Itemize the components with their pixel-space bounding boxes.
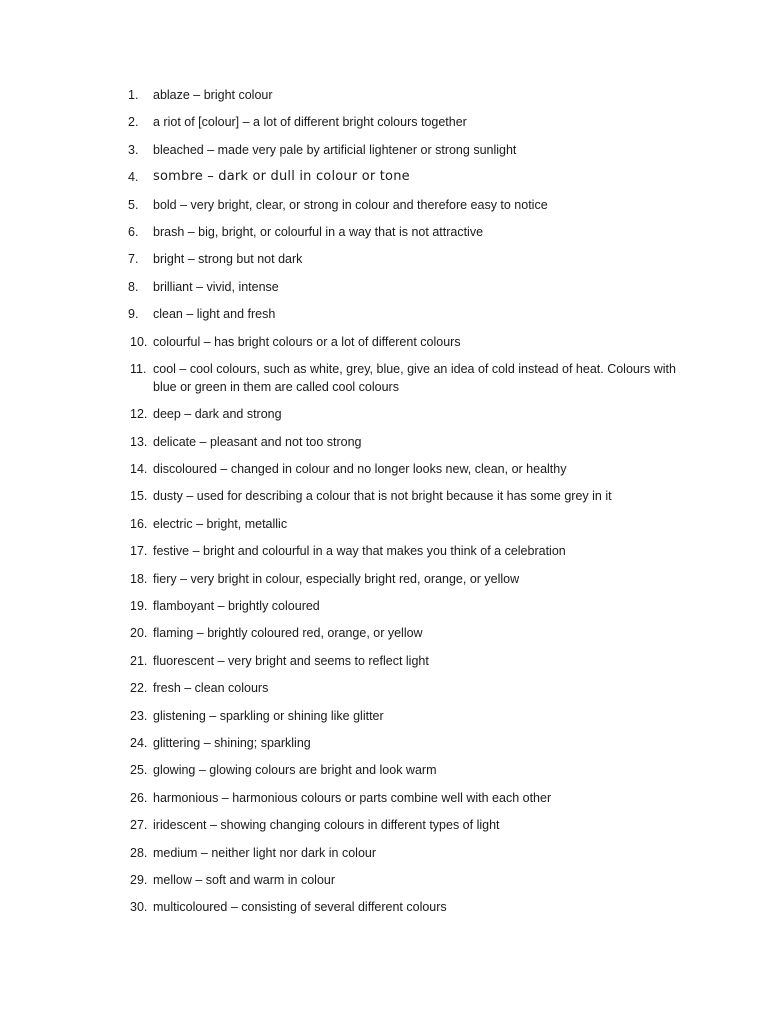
item-number: 21.	[130, 653, 148, 668]
list-item	[120, 734, 680, 752]
item-text: electric – bright, metallic	[153, 516, 288, 531]
item-number: 25.	[130, 763, 148, 778]
item-text: medium – neither light nor dark in colour	[153, 845, 377, 860]
list-item	[120, 542, 680, 560]
item-text: deep – dark and strong	[153, 407, 282, 422]
item-text: glowing – glowing colours are bright and look warm	[153, 763, 437, 778]
item-text: flamboyant – brightly coloured	[153, 599, 320, 614]
item-number: 29.	[130, 872, 148, 887]
item-number: 1.	[128, 88, 139, 102]
item-number: 6.	[128, 224, 139, 239]
item-text: clean – light and fresh	[153, 307, 276, 322]
list-item	[120, 86, 680, 104]
item-number: 10.	[130, 334, 148, 349]
list-item	[120, 871, 680, 889]
item-text: bold – very bright, clear, or strong in colour and therefore easy to notice	[153, 197, 548, 212]
list-item	[120, 113, 680, 131]
item-text: glistening – sparkling or shining like glitter	[153, 708, 384, 723]
list-item	[120, 515, 680, 533]
item-text: cool – cool colours, such as white, grey, blue, give an idea of cold instead of heat. Colours with blue or green in them are called cool colours	[153, 361, 676, 394]
item-number: 9.	[128, 307, 139, 322]
item-text: fresh – clean colours	[153, 681, 269, 696]
colour-vocabulary-list	[120, 86, 680, 926]
list-item	[120, 597, 680, 615]
list-item	[120, 816, 680, 834]
list-item	[120, 405, 680, 423]
item-text: delicate – pleasant and not too strong	[153, 434, 362, 449]
list-item	[120, 487, 680, 505]
item-number: 7.	[128, 252, 139, 267]
item-text: festive – bright and colourful in a way that makes you think of a celebration	[153, 544, 566, 559]
item-number: 2.	[128, 115, 139, 130]
item-number: 26.	[130, 790, 148, 805]
item-text: fluorescent – very bright and seems to reflect light	[153, 653, 429, 668]
list-item	[120, 679, 680, 697]
item-number: 16.	[130, 516, 148, 531]
item-text: iridescent – showing changing colours in different types of light	[153, 818, 500, 833]
list-item	[120, 761, 680, 779]
list-item	[120, 223, 680, 241]
list-item	[120, 433, 680, 451]
list-item	[120, 624, 680, 642]
item-number: 5.	[128, 197, 139, 212]
item-number: 28.	[130, 845, 148, 860]
item-number: 8.	[128, 279, 139, 294]
item-text: glittering – shining; sparkling	[153, 735, 311, 750]
item-number: 19.	[130, 599, 148, 614]
list-item	[120, 168, 680, 186]
list-item	[120, 141, 680, 159]
item-number: 4.	[128, 170, 139, 185]
item-number: 22.	[130, 681, 148, 696]
item-text: discoloured – changed in colour and no longer looks new, clean, or healthy	[153, 462, 567, 477]
item-number: 13.	[130, 434, 148, 449]
item-text: sombre – dark or dull in colour or tone	[153, 169, 410, 185]
item-number: 12.	[130, 407, 148, 422]
item-text: fiery – very bright in colour, especially bright red, orange, or yellow	[153, 571, 520, 586]
item-number: 17.	[130, 544, 148, 559]
list-item	[120, 278, 680, 296]
list-item	[120, 196, 680, 214]
item-text: brilliant – vivid, intense	[153, 279, 279, 294]
item-number: 18.	[130, 571, 148, 586]
item-number: 15.	[130, 489, 148, 504]
item-text: harmonious – harmonious colours or parts combine well with each other	[153, 790, 552, 805]
item-number: 27.	[130, 818, 148, 833]
item-text: bleached – made very pale by artificial lightener or strong sunlight	[153, 142, 517, 157]
item-text: bright – strong but not dark	[153, 252, 303, 267]
item-text: flaming – brightly coloured red, orange, or yellow	[153, 626, 423, 641]
item-text: a riot of [colour] – a lot of different bright colours together	[153, 115, 467, 130]
list-item	[120, 333, 680, 351]
item-number: 3.	[128, 142, 139, 157]
list-item	[120, 844, 680, 862]
list-item	[120, 460, 680, 478]
item-number: 23.	[130, 708, 148, 723]
list-item	[120, 652, 680, 670]
list-item	[120, 570, 680, 588]
item-number: 24.	[130, 735, 148, 750]
item-text: mellow – soft and warm in colour	[153, 872, 336, 887]
item-text: dusty – used for describing a colour that is not bright because it has some grey in it	[153, 489, 612, 504]
item-number: 14.	[130, 462, 148, 477]
list-item	[120, 789, 680, 807]
list-item	[120, 360, 680, 396]
item-text: multicoloured – consisting of several different colours	[153, 900, 447, 915]
item-number: 30.	[130, 900, 148, 915]
item-number: 11.	[130, 361, 147, 376]
item-number: 20.	[130, 626, 148, 641]
list-item	[120, 305, 680, 323]
item-text: colourful – has bright colours or a lot of different colours	[153, 334, 461, 349]
list-item	[120, 898, 680, 916]
item-text: brash – big, bright, or colourful in a way that is not attractive	[153, 224, 484, 239]
list-item	[120, 250, 680, 268]
list-item	[120, 707, 680, 725]
item-text: ablaze – bright colour	[153, 88, 273, 102]
